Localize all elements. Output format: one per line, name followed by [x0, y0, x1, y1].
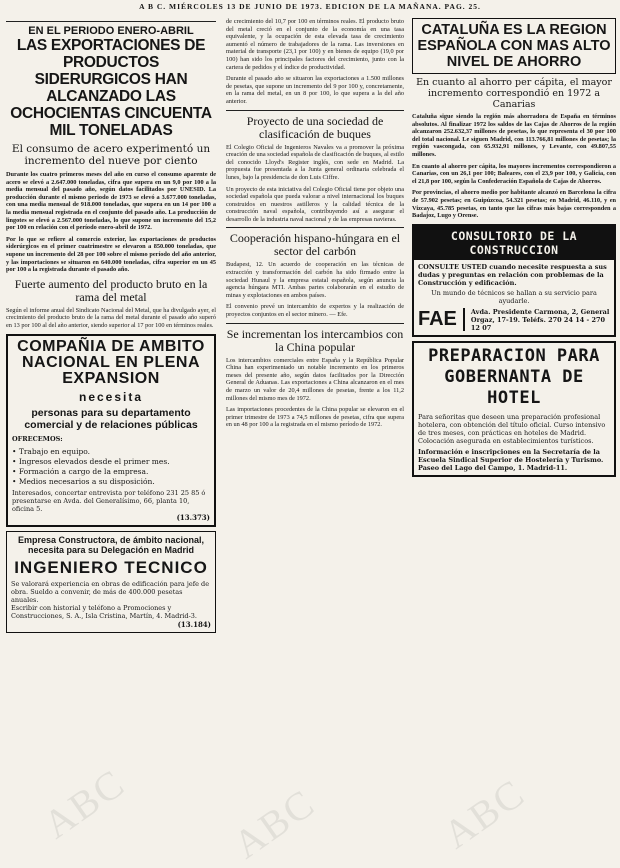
- article-body: El Colegio Oficial de Ingenieros Navales va a promover la próxima creación de una sociedad española de clasificación de buques, al estilo del conocido Lloyd's Register inglés, con sede en Madrid. La propuesta fue presentada a la Junta general ordinaria celebrada el lunes, bajo la presidencia de don Luis Ciffre.: [226, 143, 404, 181]
- article-subhead: Fuerte aumento del producto bruto en la rama del metal: [14, 276, 208, 304]
- fae-logo: FAE: [418, 308, 465, 331]
- catalonia-article-box: [412, 18, 616, 74]
- ad-note: Un mundo de técnicos se hallan a su servicio para ayudarle.: [431, 288, 597, 305]
- column-left: [6, 18, 216, 637]
- article-body: Cataluña sigue siendo la región más ahorradora de España en términos absolutos. Al finalizar 1972 los saldos de las Cajas de Ahorros de la región alcanzaron 252.632,37 millones de pesetas, lo que representa el 30 por 100 del total nacional. Le siguen Madrid, con 113.766,81 millones de pesetas; la región vascongada, con 65.932,91 millones, y Levante, con 49.807,55 millones.: [412, 113, 616, 158]
- article-body: Por lo que se refiere al comercio exterior, las exportaciones de productos siderúrgicos en el primer cuatrimestre se elevaron a 850.000 toneladas, que supone un incremento del 28 por 100 sobre el mismo período del año anterior, y las importaciones se situaron en 640.000 toneladas, cifra superior en un 45 por 100 a la registrada durante el pasado año.: [6, 235, 216, 274]
- ad-contact: Escribir con historial y teléfono a Promociones y Construcciones, S. A., Isla Cristina, Martín, 4. Madrid-3.: [11, 603, 197, 620]
- classified-ad-consultorio: [412, 224, 616, 337]
- article-body: El convenio prevé un intercambio de expertos y la realización de proyectos conjuntos en el sector minero. — Efe.: [226, 303, 404, 319]
- ad-footer: [418, 308, 610, 332]
- running-head: A B C. MIÉRCOLES 13 DE JUNIO DE 1973. EDICION DE LA MAÑANA. PAG. 25.: [139, 2, 481, 11]
- article-body: Un proyecto de esta iniciativa del Colegio Oficial tiene por objeto una sociedad española que pueda valorar a nivel internacional los buques construidos en nuestros astilleros y la calidad técnica de la construcción naval española, contribuyendo así a asegurar el desarrollo de la industria naval nacional y de las empresas navieras.: [226, 185, 404, 223]
- article-body: Budapest, 12. Un acuerdo de cooperación en las técnicas de extracción y transformación del carbón ha sido firmado entre la sociedad Hunaul y la empresa estatal española, según anuncia la agencia húngara MTI. Ambas partes colaborarán en el estudio de minas y explotaciones en ambos países.: [226, 261, 404, 299]
- classified-ad-ingeniero: [6, 531, 216, 633]
- list-item: • Medios necesarios a su disposición.: [12, 477, 210, 487]
- column-middle: [226, 18, 404, 433]
- article-headline: CATALUÑA ES LA REGION ESPAÑOLA CON MAS ALTO NIVEL DE AHORRO: [417, 22, 611, 70]
- article-subhead: Cooperación hispano-húngara en el sector del carbón: [229, 231, 401, 259]
- ad-address: Avda. Presidente Carmona, 2, General Orgaz, 17-19. Teléfs. 270 24 14 - 270 12 07: [470, 307, 610, 332]
- article-body: Según el informe anual del Sindicato Nacional del Metal, que ha divulgado ayer, el crecimiento del producto bruto de la rama del metal durante el pasado año superó en 13 por 100 al del año anterior, siendo superior al 17 por 100 en términos reales.: [6, 306, 216, 329]
- ad-code: (13.373): [176, 512, 210, 522]
- ad-code: (13.184): [177, 619, 211, 629]
- column-right: [412, 18, 616, 481]
- classified-ad-hotel: [412, 341, 616, 477]
- article-body: de crecimiento del 10,7 por 100 en términos reales. El producto bruto del metal creció en el conjunto de la economía en una tasa equivalente, y la ocupación de esta elevada tasa de crecimiento aumentó el número de trabajadores de la rama. Las inversiones en material de transporte (23,1 por 100) y en bienes de equipo (19,0 por 100) han sido los principales factores del crecimiento, junto con la cartera de pedidos y el índice de productividad.: [226, 18, 404, 71]
- ad-body: Para señoritas que deseen una preparación profesional hotelera, con obtención del título oficial. Curso intensivo de tres meses, con prácticas en hoteles de Madrid. Colocación asegurada en establecimientos turísticos.: [418, 412, 606, 445]
- ad-body: Se valorará experiencia en obras de edificación para jefe de obra. Sueldo a convenir, de más de 400.000 pesetas anuales.: [11, 579, 210, 604]
- ad-contact: Interesados, concertar entrevista por teléfono 231 25 85 ó presentarse en Avda. del Generalísimo, 66, planta 10, oficina 5.: [12, 488, 206, 513]
- ad-body: CONSULTE USTED cuando necesite respuesta a sus dudas y preguntas en relación con problemas de la Construcción y edificación.: [418, 262, 607, 287]
- list-item: • Ingresos elevados desde el primer mes.: [12, 457, 210, 467]
- abc-watermark: ABC: [435, 769, 534, 858]
- article-body: Los intercambios comerciales entre España y la República Popular China han experimentado un notable incremento en los primeros meses del presente año, según datos facilitados por la Dirección General de Aduanas. Las exportaciones a China alcanzaron en el mes de marzo un valor de 20,4 millones de pesetas, frente a los 11,2 millones del mismo mes de 1972.: [226, 356, 404, 402]
- article-subhead: Proyecto de una sociedad de clasificación de buques: [246, 113, 384, 141]
- abc-watermark: ABC: [35, 759, 134, 848]
- article-kicker: EN EL PERIODO ENERO-ABRIL: [28, 25, 194, 37]
- list-item: • Trabajo en equipo.: [12, 447, 210, 457]
- ad-ofrecemos-label: OFRECEMOS:: [12, 434, 63, 443]
- list-item: • Formación a cargo de la empresa.: [12, 467, 210, 477]
- ad-contact: Información e inscripciones en la Secretaría de la Escuela Sindical Superior de Hostelería y Turismo. Paseo del Lago del Campo, 1. Madrid-11.: [418, 447, 604, 472]
- article-subhead: Se incrementan los intercambios con la China popular: [226, 326, 404, 354]
- article-headline: LAS EXPORTACIONES DE PRODUCTOS SIDERURGICOS HAN ALCANZADO LAS OCHOCIENTAS CINCUENTA MIL TONELADAS: [10, 37, 212, 139]
- ad-lead: Empresa Constructora, de ámbito nacional, necesita para su Delegación en Madrid: [17, 534, 205, 555]
- article-deck: El consumo de acero experimentó un incremento del nueve por ciento: [11, 143, 211, 167]
- article-body: En cuanto al ahorro per cápita, los mayores incrementos correspondieron a Canarias, con un 26,1 por 100; Baleares, con el 23,9 por 100, y Galicia, con el 21,8 por 100, según la Confederación Española de Cajas de Ahorros.: [412, 162, 616, 185]
- article-body: Las importaciones procedentes de la China popular se elevaron en el primer trimestre de 1973 a 74,5 millones de pesetas, cifra que supera en un 48 por 100 a la registrada en el mismo período de 1972.: [226, 406, 404, 429]
- ad-title: CONSULTORIO DE LA CONSTRUCCION: [414, 226, 614, 260]
- article-body: Durante el pasado año se situaron las exportaciones a 1.500 millones de pesetas, que supone un incremento del 9 por 100 y, concretamente, en la rama del metal, en un 8 por 100, lo que supera a la del año anterior.: [226, 75, 404, 105]
- article-deck: En cuanto al ahorro per cápita, el mayor incremento correspondió en 1972 a Canarias: [416, 77, 612, 110]
- classified-ad-compania: [6, 334, 216, 527]
- abc-watermark: ABC: [225, 779, 324, 868]
- ad-lead: personas para su departamento comercial y de relaciones públicas: [24, 406, 198, 431]
- article-body: Durante los cuatro primeros meses del año en curso el consumo aparente de acero se elevó a 2.647.000 toneladas, cifra que supera en un 9,0 por 100 a la media mensual del pasado año, según datos facilitados por UNESID. La producción durante el mismo periodo de 1973 se elevó a 3.677.000 toneladas, con una media mensual de 918.000 toneladas, que supera en un 14 por 100 a la media mensual registrada en el conjunto del pasado año. La producción de lingotes se elevó a 2.567.000 toneladas, lo que supone un incremento del 15,2 por 100 en relación con el período enero-abril de 1972.: [6, 171, 216, 232]
- ad-necesita: necesita: [78, 389, 144, 404]
- ad-benefit-list: [12, 447, 210, 487]
- ad-title: INGENIERO TECNICO: [14, 557, 208, 577]
- ad-title: COMPAÑIA DE AMBITO NACIONAL EN PLENA EXPANSION: [17, 337, 205, 387]
- ad-title: PREPARACION PARA GOBERNANTA DE HOTEL: [428, 345, 600, 408]
- article-body: Por provincias, el ahorro medio por habitante alcanzó en Barcelona la cifra de 57.902 pesetas; en Guipúzcoa, 54.321 pesetas; en Madrid, 46.110, y en Vizcaya, 45.785 pesetas, en tanto que las cifras más bajas corresponden a Badajoz, Lugo y Orense.: [412, 189, 616, 220]
